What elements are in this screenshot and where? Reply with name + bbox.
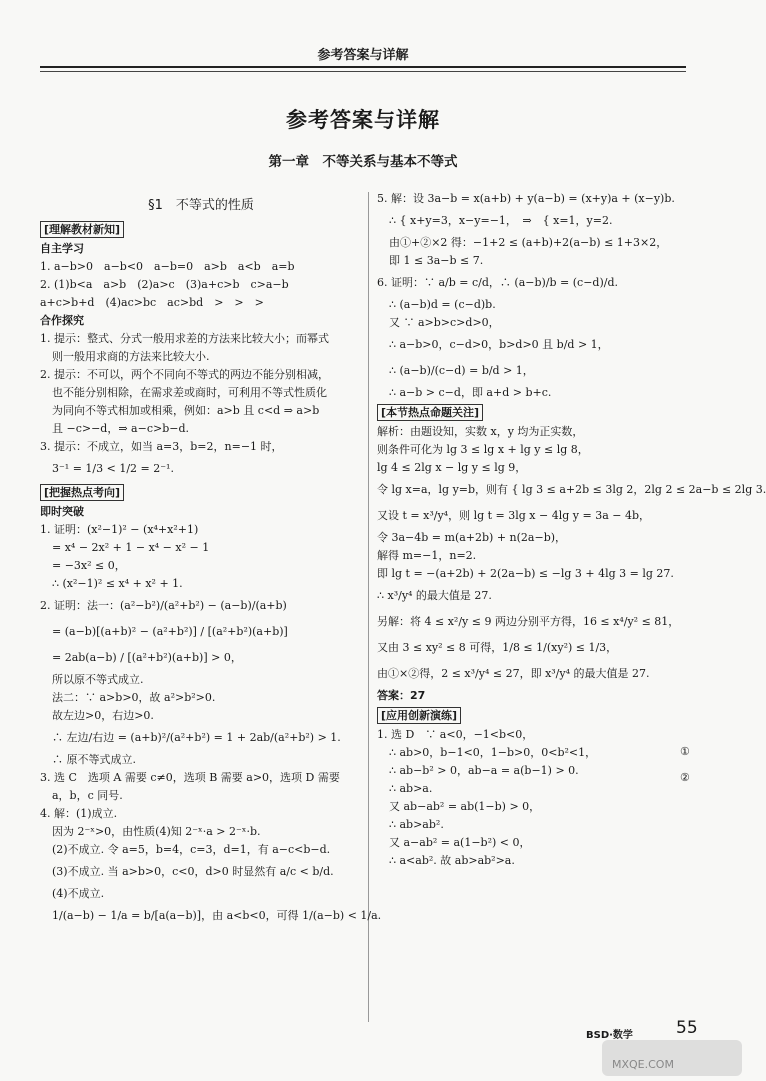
text-line: 又 a−ab² = a(1−b²) < 0， <box>389 836 531 849</box>
right-column <box>377 190 766 870</box>
text-line: a，b，c 同号. <box>52 789 123 802</box>
text-line: 则一般用求商的方法来比较大小. <box>52 350 210 363</box>
text-line: 2. 证明：法一：(a²−b²)/(a²+b²) − (a−b)/(a+b) <box>40 599 287 612</box>
text-line: 因为 2⁻ˣ>0，由性质(4)知 2⁻ˣ·a > 2⁻ˣ·b. <box>52 825 261 838</box>
text-line: 4. 解：(1)成立. <box>40 807 118 820</box>
footer-label: BSD·数学 <box>586 1030 633 1041</box>
text-line: a+c>b+d (4)ac>bc ac>bd > > > <box>40 296 264 309</box>
page-number: 55 <box>676 1018 698 1038</box>
right-lines <box>377 190 766 870</box>
text-line: ∴ x³/y⁴ 的最大值是 27. <box>377 589 492 602</box>
text-line: 由①+②×2 得：−1+2 ≤ (a+b)+2(a−b) ≤ 1+3×2， <box>389 236 668 249</box>
text-line: 法二：∵ a>b>0，故 a²>b²>0. <box>52 691 216 704</box>
section-box: [本节热点命题关注] <box>377 404 483 421</box>
text-line: ∴ a−b>0，c−d>0，b>d>0 且 b/d > 1， <box>389 338 609 351</box>
running-header: 参考答案与详解 <box>317 48 409 63</box>
text-line: (4)不成立. <box>52 887 105 900</box>
text-line: ∴ ab>ab². <box>389 818 444 831</box>
text-line: ∴ ab>a. <box>389 782 433 795</box>
text-line: 令 lg x=a，lg y=b，则有 { lg 3 ≤ a+2b ≤ 3lg 2，2lg 2 ≤ 2a−b ≤ 2lg 3. <box>377 483 766 496</box>
text-line: (2)不成立. 令 a=5，b=4，c=3，d=1，有 a−c<b−d. <box>52 843 331 856</box>
text-line: 令 3a−4b = m(a+2b) + n(2a−b)， <box>377 531 567 544</box>
text-line: 解得 m=−1，n=2. <box>377 549 477 562</box>
text-line <box>377 402 699 423</box>
text-line <box>40 503 362 521</box>
text-line: 5. 解：设 3a−b = x(a+b) + y(a−b) = (x+y)a + (x−y)b. <box>377 192 675 205</box>
header-rule-thin <box>40 71 686 72</box>
text-line: 又设 t = x³/y⁴，则 lg t = 3lg x − 4lg y = 3a − 4b， <box>377 509 651 522</box>
text-line: 所以原不等式成立. <box>52 673 144 686</box>
text-line: 1. 证明：(x²−1)² − (x⁴+x²+1) <box>40 523 199 536</box>
text-line: ∴ (x²−1)² ≤ x⁴ + x² + 1. <box>52 577 183 590</box>
text-line: = x⁴ − 2x² + 1 − x⁴ − x² − 1 <box>52 541 210 554</box>
text-line: ∴ ab−b² > 0，ab−a = a(b−1) > 0. <box>389 764 579 777</box>
subheading: 自主学习 <box>40 242 84 255</box>
text-line: 又由 3 ≤ xy² ≤ 8 可得，1/8 ≤ 1/(xy²) ≤ 1/3， <box>377 641 618 654</box>
header-rule <box>40 66 686 68</box>
text-line: 1/(a−b) − 1/a = b/[a(a−b)]，由 a<b<0，可得 1/(a−b) < 1/a. <box>52 909 382 922</box>
main-title: 参考答案与详解 <box>286 108 440 132</box>
text-line: = −3x² ≤ 0， <box>52 559 126 572</box>
text-line: ∴ 左边/右边 = (a+b)²/(a²+b²) = 1 + 2ab/(a²+b²) > 1. <box>52 731 341 744</box>
text-line <box>377 705 699 726</box>
subheading: 答案：27 <box>377 689 426 702</box>
text-line: 故左边>0，右边>0. <box>52 709 154 722</box>
text-line: ∴ { x+y=3，x−y=−1， ⇒ { x=1，y=2. <box>389 214 613 227</box>
text-line: ∴ (a−b)/(c−d) = b/d > 1， <box>389 364 534 377</box>
section-box: [把握热点考向] <box>40 484 124 501</box>
text-line <box>40 240 362 258</box>
text-line: lg 4 ≤ 2lg x − lg y ≤ lg 9， <box>377 461 527 474</box>
left-column <box>40 195 382 929</box>
text-line: 由①×②得，2 ≤ x³/y⁴ ≤ 27，即 x³/y⁴ 的最大值是 27. <box>377 667 650 680</box>
text-line: = (a−b)[(a+b)² − (a²+b²)] / [(a²+b²)(a+b)] <box>52 625 288 638</box>
text-line: ∴ ab>0，b−1<0，1−b>0，0<b²<1， <box>389 746 597 759</box>
text-line: 2. (1)b<a a>b (2)a>c (3)a+c>b c>a−b <box>40 278 289 291</box>
section-box: [理解教材新知] <box>40 221 124 238</box>
text-line: 6. 证明：∵ a/b = c/d，∴ (a−b)/b = (c−d)/d. <box>377 276 619 289</box>
text-line: ∴ a−b > c−d，即 a+d > b+c. <box>389 386 552 399</box>
watermark-text: MXQE.COM <box>612 1058 674 1071</box>
left-lines <box>40 219 382 929</box>
text-line: 也不能分别相除，在需求差或商时，可利用不等式性质化 <box>52 386 327 399</box>
text-line: ∴ 原不等式成立. <box>52 753 136 766</box>
text-line: 又 ∵ a>b>c>d>0， <box>389 316 500 329</box>
text-line: 2. 提示：不可以，两个不同向不等式的两边不能分别相减， <box>40 368 329 381</box>
text-line: 3⁻¹ = 1/3 < 1/2 = 2⁻¹. <box>52 462 174 475</box>
chapter-title: 第一章 不等关系与基本不等式 <box>268 154 458 170</box>
text-line <box>40 312 362 330</box>
text-line: 3. 选 C 选项 A 需要 c≠0，选项 B 需要 a>0，选项 D 需要 <box>40 771 340 784</box>
subheading: 合作探究 <box>40 314 84 327</box>
equation-marker-2: ② <box>680 771 690 784</box>
text-line <box>40 482 362 503</box>
text-line: 1. a−b>0 a−b<0 a−b=0 a>b a<b a=b <box>40 260 295 273</box>
text-line: 3. 提示：不成立，如当 a=3，b=2，n=−1 时， <box>40 440 283 453</box>
text-line: 解析：由题设知，实数 x，y 均为正实数， <box>377 425 584 438</box>
section-box: [应用创新演练] <box>377 707 461 724</box>
text-line: 则条件可化为 lg 3 ≤ lg x + lg y ≤ lg 8， <box>377 443 589 456</box>
text-line: 又 ab−ab² = ab(1−b) > 0， <box>389 800 541 813</box>
text-line: 为同向不等式相加或相乘，例如：a>b 且 c<d ⇒ a>b <box>52 404 320 417</box>
text-line: ∴ (a−b)d = (c−d)b. <box>389 298 496 311</box>
subheading: 即时突破 <box>40 505 84 518</box>
text-line: 且 −c>−d，⇒ a−c>b−d. <box>52 422 190 435</box>
text-line: = 2ab(a−b) / [(a²+b²)(a+b)] > 0， <box>52 651 242 664</box>
text-line: 1. 选 D ∵ a<0，−1<b<0， <box>377 728 534 741</box>
text-line <box>377 687 699 705</box>
section-title: §1 不等式的性质 <box>148 198 254 213</box>
text-line: 另解：将 4 ≤ x²/y ≤ 9 两边分别平方得，16 ≤ x⁴/y² ≤ 81， <box>377 615 680 628</box>
text-line: 即 lg t = −(a+2b) + 2(2a−b) ≤ −lg 3 + 4lg 3 = lg 27. <box>377 567 674 580</box>
text-line: 1. 提示：整式、分式一般用求差的方法来比较大小；而幂式 <box>40 332 329 345</box>
equation-marker-1: ① <box>680 745 690 758</box>
text-line: (3)不成立. 当 a>b>0，c<0，d>0 时显然有 a/c < b/d. <box>52 865 334 878</box>
text-line: ∴ a<ab². 故 ab>ab²>a. <box>389 854 515 867</box>
text-line <box>40 219 362 240</box>
text-line: 即 1 ≤ 3a−b ≤ 7. <box>389 254 484 267</box>
column-divider <box>368 192 369 1022</box>
